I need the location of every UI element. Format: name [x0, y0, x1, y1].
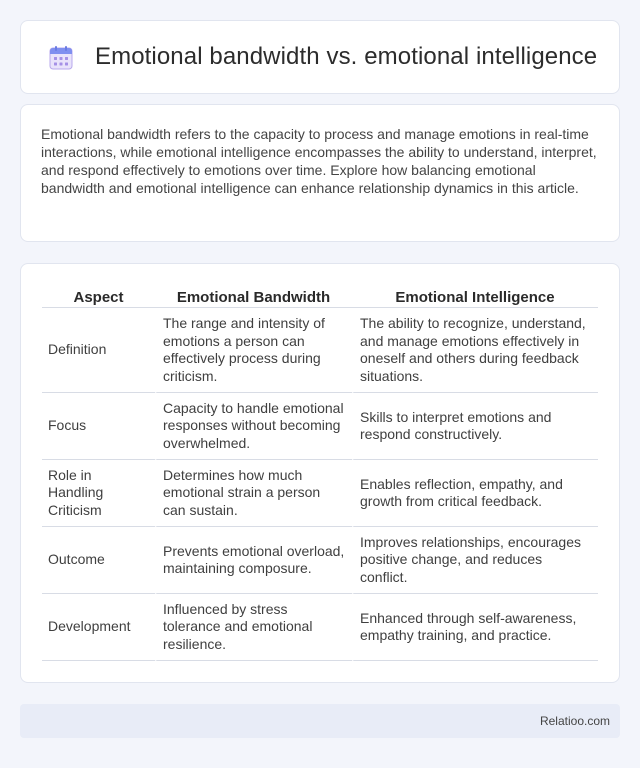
aspect-cell: Definition: [42, 308, 155, 393]
comparison-table: [42, 288, 598, 661]
aspect-cell: Role in Handling Criticism: [42, 460, 155, 527]
bandwidth-cell: Influenced by stress tolerance and emotional resilience.: [155, 594, 352, 661]
bandwidth-cell: The range and intensity of emotions a person can effectively process during criticism.: [155, 308, 352, 393]
page-title: Emotional bandwidth vs. emotional intelligence: [95, 43, 598, 70]
intelligence-cell: Improves relationships, encourages positive change, and reduces conflict.: [352, 527, 598, 594]
table-row: [42, 594, 598, 661]
table-header-row: [42, 288, 598, 308]
bandwidth-cell: Determines how much emotional strain a person can sustain.: [155, 460, 352, 527]
bandwidth-cell: Prevents emotional overload, maintaining composure.: [155, 527, 352, 594]
table-row: [42, 527, 598, 594]
column-header-intelligence: Emotional Intelligence: [352, 288, 598, 308]
column-header-bandwidth: Emotional Bandwidth: [155, 288, 352, 308]
intelligence-cell: Enhanced through self-awareness, empathy training, and practice.: [352, 594, 598, 661]
intro-card: [20, 104, 620, 242]
intro-paragraph: Emotional bandwidth refers to the capacity to process and manage emotions in real-time interactions, while emotional intelligence encompasses the ability to understand, interpret, and respond effectively to emotions over time. Explore how balancing emotional bandwidth and emotional intelligence can enhance relationship dynamics in this article.: [41, 126, 597, 196]
aspect-cell: Focus: [42, 393, 155, 460]
calendar-icon: [48, 45, 74, 71]
aspect-cell: Outcome: [42, 527, 155, 594]
table-row: [42, 460, 598, 527]
footer-bar: [20, 704, 620, 738]
table-row: [42, 393, 598, 460]
column-header-aspect: Aspect: [42, 288, 155, 308]
aspect-cell: Development: [42, 594, 155, 661]
intelligence-cell: Enables reflection, empathy, and growth from critical feedback.: [352, 460, 598, 527]
table-row: [42, 308, 598, 393]
footer-brand: Relatioo.com: [539, 714, 610, 728]
bandwidth-cell: Capacity to handle emotional responses without becoming overwhelmed.: [155, 393, 352, 460]
comparison-card: [20, 263, 620, 683]
title-card: [20, 20, 620, 94]
intelligence-cell: The ability to recognize, understand, and manage emotions effectively in oneself and others during feedback situations.: [352, 308, 598, 393]
intelligence-cell: Skills to interpret emotions and respond constructively.: [352, 393, 598, 460]
